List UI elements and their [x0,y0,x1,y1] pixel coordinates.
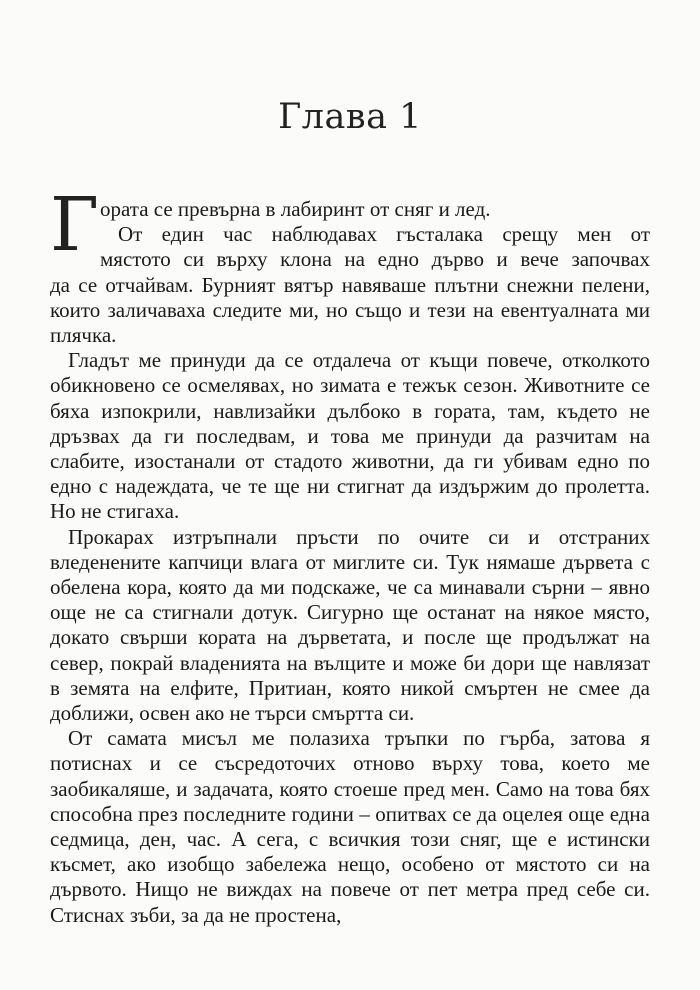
drop-cap: Г [50,182,99,268]
opening-line-2 [50,222,650,247]
paragraph: Прокарах изтръпнали пръсти по очите си и отстраних вледенените капчици влага от миглите си. Тук нямаше дървета с обелена кора, която да ми подскаже, че са минавали сърни – явно още не са стигнали дотук. Сигурно ще останат на някое място, докато свърши кората на дърветата, и после ще продължат на север, покрай владенията на вълците и може би дори ще навлязат в земята на елфите, Притиан, която никой смъртен не смее да доближи, освен ако не търси смъртта си. [50,524,650,726]
opening-line-3-text: мястото си върху клона на едно дърво и вече започвах [100,247,650,272]
opening-rest: да се отчайвам. Бурният вятър навяваше плътни снежни пелени, които заличаваха следите ми, но също и тези на евентуалната ми плячка. [50,272,650,348]
opening-line-1: ората се превърна в лабиринт от сняг и лед. [100,197,491,221]
chapter-text [50,182,650,928]
opening-line-2-text: От един час наблюдавах гъсталака срещу мен от [118,222,650,247]
paragraph: От самата мисъл ме полазиха тръпки по гърба, затова я потиснах и се съсредоточих отново върху това, което ме заобикаляше, и задачата, която стоеше пред мен. Само на това бях способна през последните години – опитвах се да оцелея още една седмица, ден, час. А сега, с всичкия този сняг, ще е истински късмет, ако изобщо забележа нещо, особено от мястото си на дървото. Нищо не виждах на повече от пет метра пред себе си. Стиснах зъби, за да не простена, [50,726,650,927]
chapter-title: Глава 1 [278,97,422,137]
opening-paragraph [50,182,650,348]
opening-line-3 [50,247,650,272]
paragraph: Гладът ме принуди да се отдалеча от къщи повече, отколкото обикновено се осмелявах, но зимата е тежък сезон. Животните се бяха изпокрили, навлизайки дълбоко в гората, там, където не дръзвах да ги последвам, и това ме принуди да разчитам на слабите, изостанали от стадото животни, да ги убивам едно по едно с надеждата, че те ще ни стигнат да издържим до пролетта. Но не стигаха. [50,348,650,524]
